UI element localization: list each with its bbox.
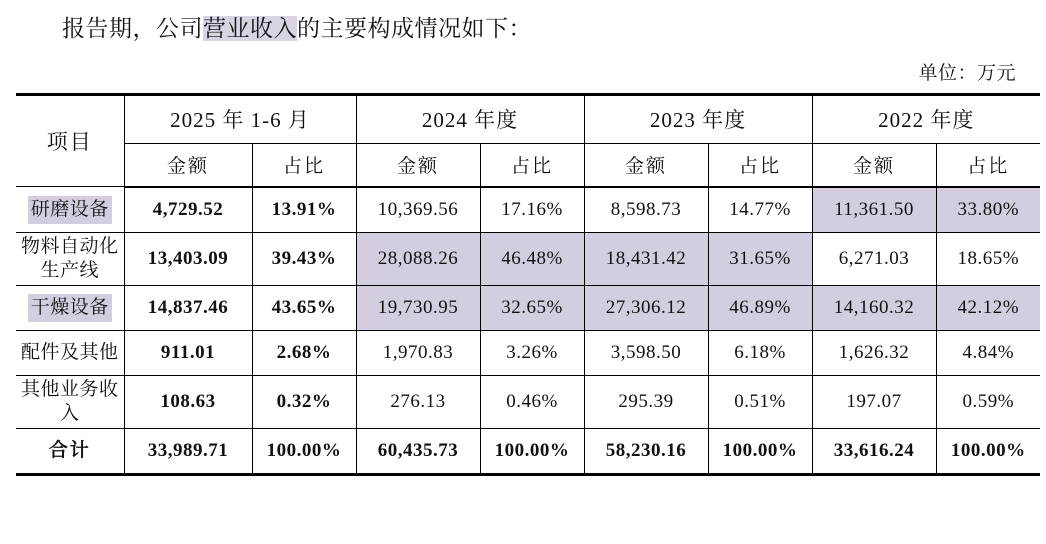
cell-3-7: 4.84% xyxy=(936,330,1040,375)
cell-1-6: 6,271.03 xyxy=(812,232,936,285)
table-header-row-measures xyxy=(16,143,1040,187)
row-label-0-text: 研磨设备 xyxy=(28,196,112,224)
total-cell-6: 33,616.24 xyxy=(812,428,936,474)
table-total-row xyxy=(16,428,1040,474)
intro-suffix: 的主要构成情况如下： xyxy=(297,16,532,41)
row-label-0 xyxy=(16,187,124,233)
intro-prefix: 报告期，公司 xyxy=(62,16,203,41)
total-cell-2: 60,435.73 xyxy=(356,428,480,474)
cell-4-0: 108.63 xyxy=(124,375,252,428)
header-amount-3: 金额 xyxy=(812,143,936,187)
table-row xyxy=(16,375,1040,428)
header-ratio-0: 占比 xyxy=(252,143,356,187)
header-ratio-2: 占比 xyxy=(708,143,812,187)
cell-0-7: 33.80% xyxy=(936,187,1040,233)
table-row xyxy=(16,330,1040,375)
row-label-3: 配件及其他 xyxy=(16,330,124,375)
cell-0-2: 10,369.56 xyxy=(356,187,480,233)
cell-4-6: 197.07 xyxy=(812,375,936,428)
row-label-1: 物料自动化生产线 xyxy=(16,232,124,285)
total-cell-0: 33,989.71 xyxy=(124,428,252,474)
intro-highlight: 营业收入 xyxy=(203,16,297,41)
header-item: 项目 xyxy=(16,94,124,187)
table-row xyxy=(16,285,1040,330)
cell-4-2: 276.13 xyxy=(356,375,480,428)
cell-3-6: 1,626.32 xyxy=(812,330,936,375)
cell-2-2: 19,730.95 xyxy=(356,285,480,330)
cell-1-0: 13,403.09 xyxy=(124,232,252,285)
total-cell-5: 100.00% xyxy=(708,428,812,474)
revenue-composition-table xyxy=(16,93,1040,476)
cell-1-1: 39.43% xyxy=(252,232,356,285)
table-row xyxy=(16,232,1040,285)
cell-0-1: 13.91% xyxy=(252,187,356,233)
cell-0-6: 11,361.50 xyxy=(812,187,936,233)
cell-2-5: 46.89% xyxy=(708,285,812,330)
intro-paragraph xyxy=(16,0,1030,44)
row-label-4: 其他业务收入 xyxy=(16,375,124,428)
cell-2-4: 27,306.12 xyxy=(584,285,708,330)
cell-1-4: 18,431.42 xyxy=(584,232,708,285)
total-label: 合计 xyxy=(16,428,124,474)
row-label-2-text: 干燥设备 xyxy=(28,294,112,322)
cell-4-3: 0.46% xyxy=(480,375,584,428)
table-row xyxy=(16,187,1040,233)
row-label-2 xyxy=(16,285,124,330)
cell-4-4: 295.39 xyxy=(584,375,708,428)
cell-0-0: 4,729.52 xyxy=(124,187,252,233)
unit-note: 单位：万元 xyxy=(918,62,1016,84)
cell-4-1: 0.32% xyxy=(252,375,356,428)
cell-3-5: 6.18% xyxy=(708,330,812,375)
cell-2-0: 14,837.46 xyxy=(124,285,252,330)
cell-0-4: 8,598.73 xyxy=(584,187,708,233)
header-period-1: 2024 年度 xyxy=(356,94,584,143)
cell-3-2: 1,970.83 xyxy=(356,330,480,375)
cell-2-3: 32.65% xyxy=(480,285,584,330)
total-cell-7: 100.00% xyxy=(936,428,1040,474)
header-period-0: 2025 年 1-6 月 xyxy=(124,94,356,143)
header-amount-0: 金额 xyxy=(124,143,252,187)
header-ratio-1: 占比 xyxy=(480,143,584,187)
cell-2-1: 43.65% xyxy=(252,285,356,330)
cell-1-5: 31.65% xyxy=(708,232,812,285)
total-cell-3: 100.00% xyxy=(480,428,584,474)
cell-2-7: 42.12% xyxy=(936,285,1040,330)
header-amount-2: 金额 xyxy=(584,143,708,187)
cell-3-0: 911.01 xyxy=(124,330,252,375)
header-amount-1: 金额 xyxy=(356,143,480,187)
table-header-row-periods xyxy=(16,94,1040,143)
header-ratio-3: 占比 xyxy=(936,143,1040,187)
cell-1-2: 28,088.26 xyxy=(356,232,480,285)
header-period-2: 2023 年度 xyxy=(584,94,812,143)
cell-0-5: 14.77% xyxy=(708,187,812,233)
header-period-3: 2022 年度 xyxy=(812,94,1040,143)
cell-1-7: 18.65% xyxy=(936,232,1040,285)
cell-3-4: 3,598.50 xyxy=(584,330,708,375)
cell-0-3: 17.16% xyxy=(480,187,584,233)
cell-2-6: 14,160.32 xyxy=(812,285,936,330)
total-cell-4: 58,230.16 xyxy=(584,428,708,474)
total-cell-1: 100.00% xyxy=(252,428,356,474)
cell-3-1: 2.68% xyxy=(252,330,356,375)
cell-4-7: 0.59% xyxy=(936,375,1040,428)
cell-3-3: 3.26% xyxy=(480,330,584,375)
cell-1-3: 46.48% xyxy=(480,232,584,285)
cell-4-5: 0.51% xyxy=(708,375,812,428)
